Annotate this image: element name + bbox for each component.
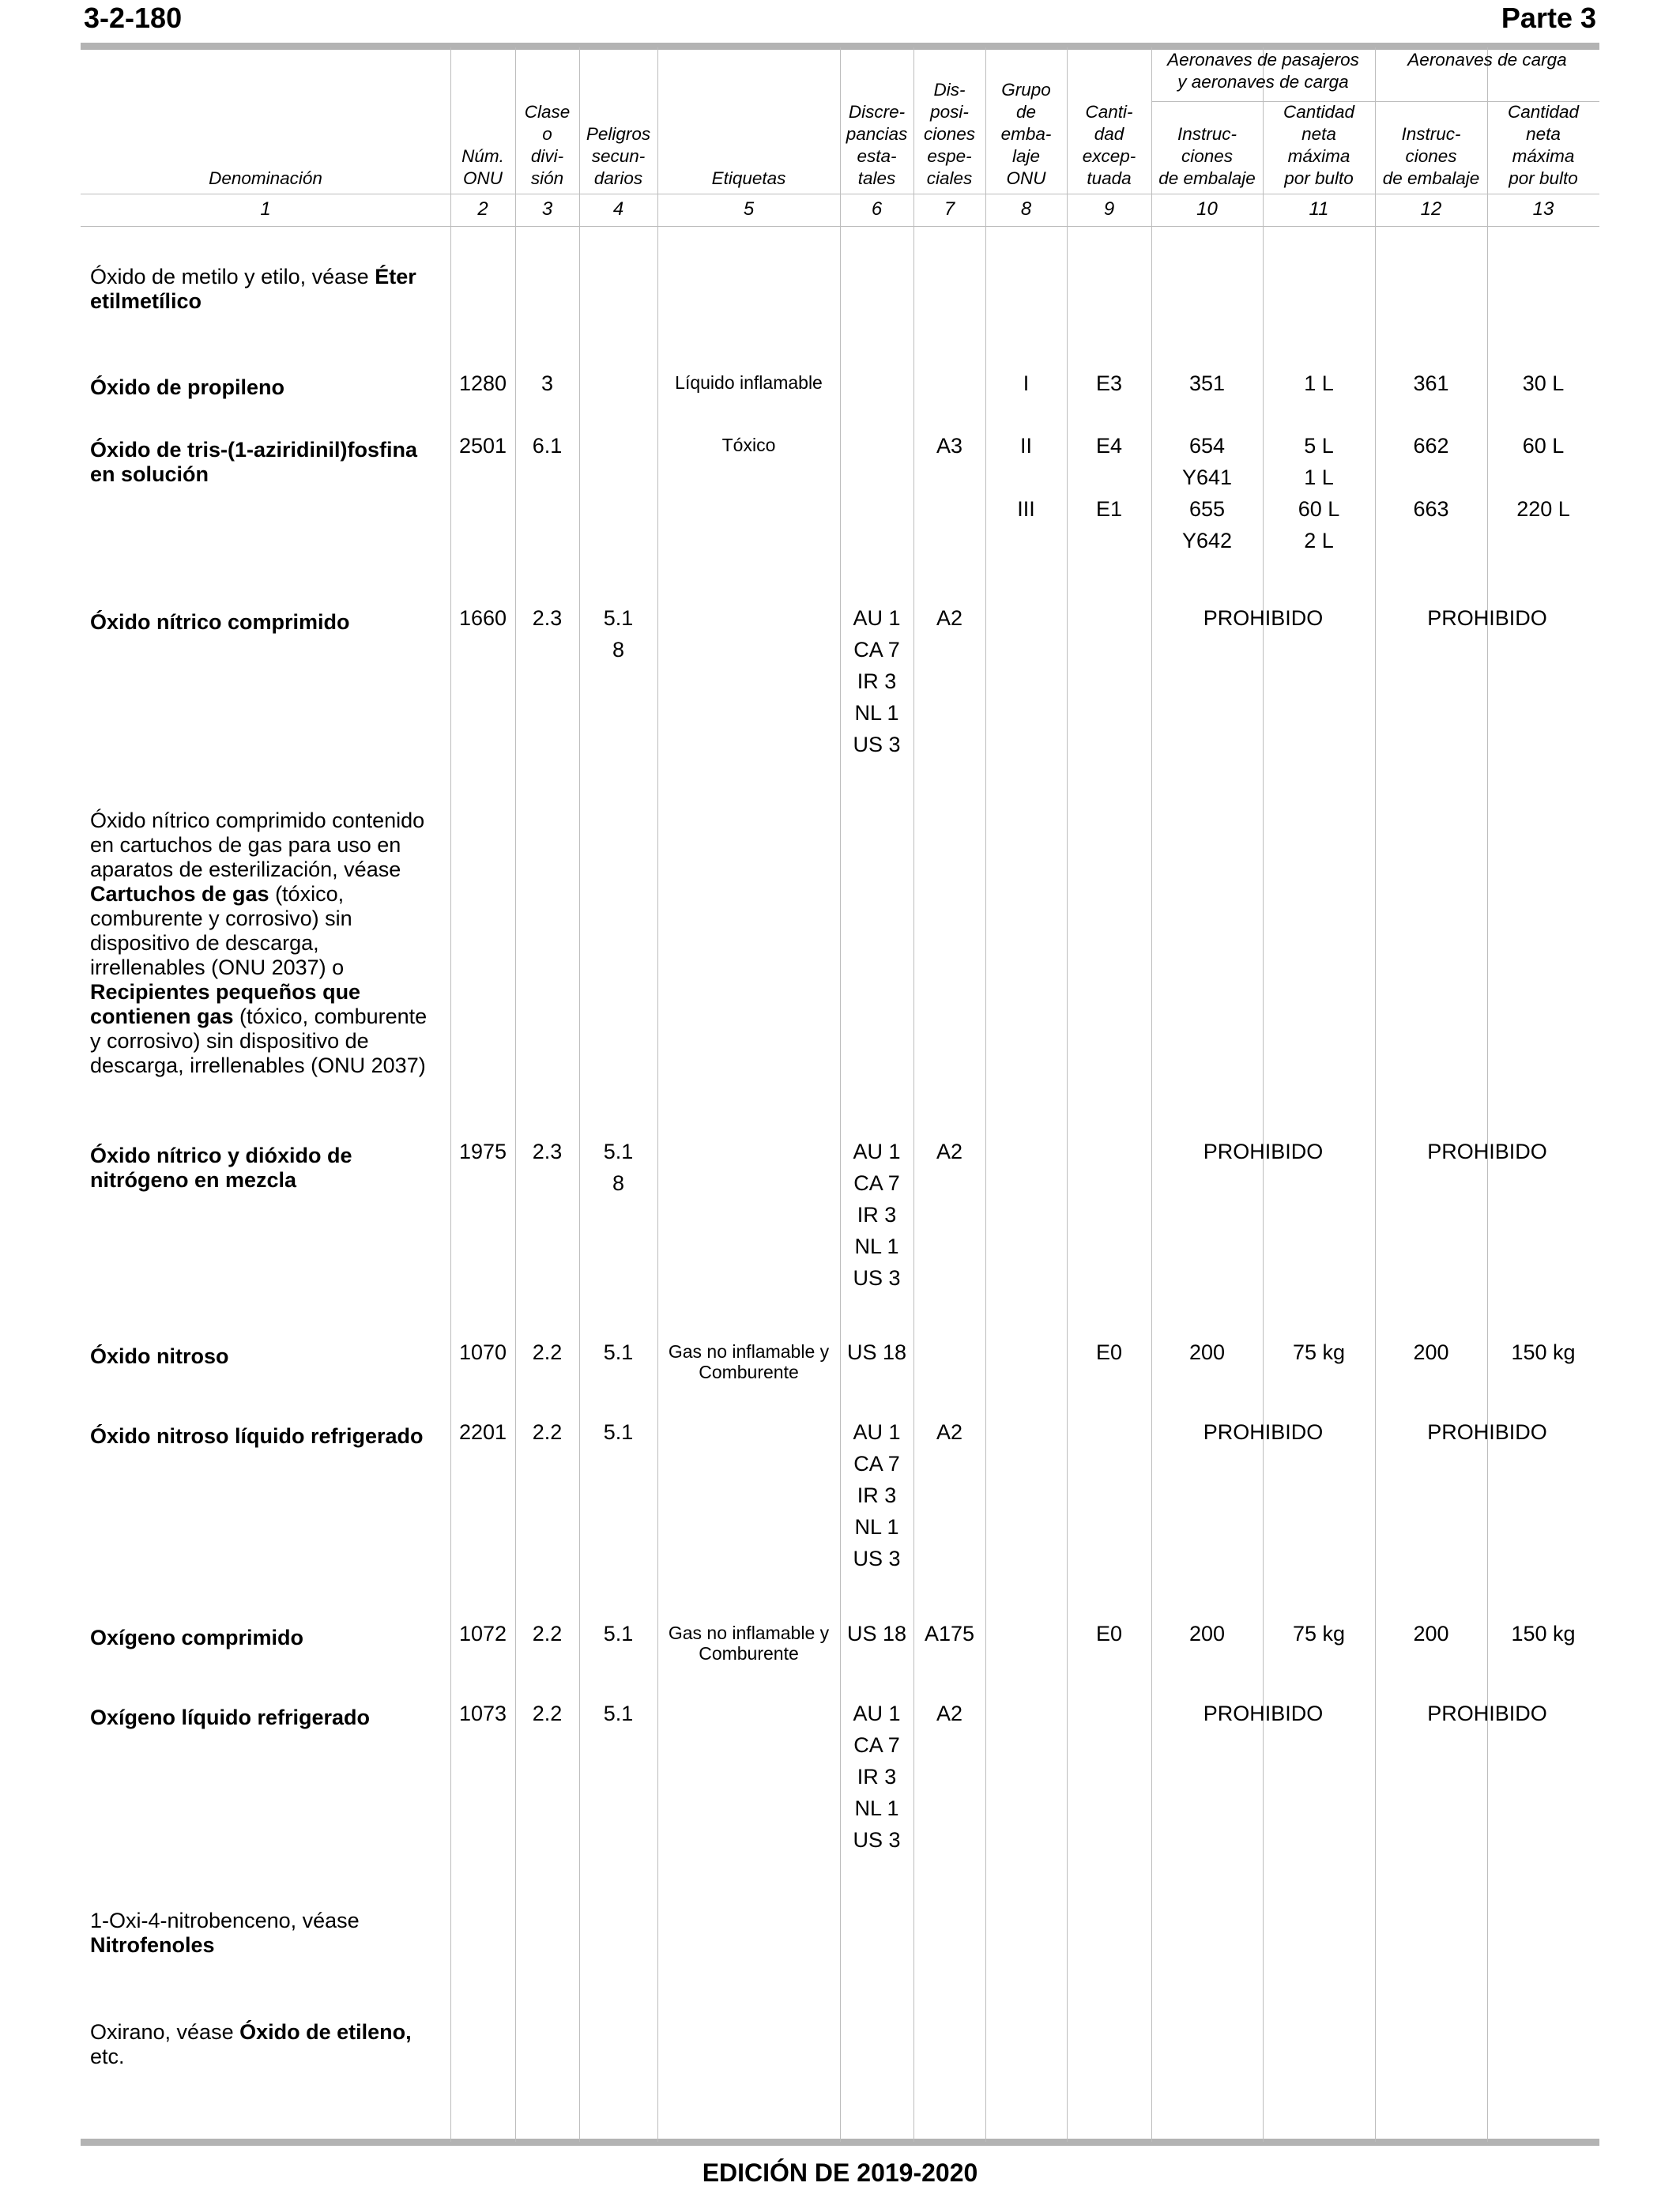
cell-sec: 5.1 8 — [603, 606, 634, 662]
cell-p_inst: 200 — [1188, 1340, 1226, 1364]
substance-name: Oxígeno líquido refrigerado — [90, 1706, 371, 1729]
column-number: 3 — [541, 198, 553, 220]
cell-c_inst: 200 — [1413, 1622, 1449, 1646]
cell-disp: A3 — [936, 434, 963, 458]
column-number: 2 — [477, 198, 488, 220]
edition-footer: EDICIÓN DE 2019-2020 — [702, 2158, 978, 2187]
column-number: 10 — [1196, 198, 1218, 220]
cell-clase: 3 — [541, 371, 554, 395]
cell-exc: E0 — [1095, 1622, 1123, 1646]
header-c10: Instruc- ciones de embalaje — [1158, 124, 1256, 188]
header-c4: Peligros secun- darios — [586, 124, 651, 188]
substance-name: Óxido de metilo y etilo, véase Éter etilmetílico — [90, 265, 416, 313]
cell-etiquetas: Líquido inflamable — [675, 372, 823, 393]
cell-c_cant: 30 L — [1522, 371, 1565, 395]
part-label: Parte 3 — [1501, 2, 1596, 34]
cell-clase: 6.1 — [532, 434, 563, 458]
cell-etiquetas: Gas no inflamable y Comburente — [668, 1623, 830, 1664]
substance-name: Óxido de propileno — [90, 375, 285, 399]
cell-sec: 5.1 — [603, 1702, 634, 1725]
substance-name: Oxígeno comprimido — [90, 1626, 304, 1649]
cell-prohibido-carga: PROHIBIDO — [1427, 606, 1547, 630]
header-c11: Cantidad neta máxima por bulto — [1283, 102, 1355, 188]
cell-prohibido-carga: PROHIBIDO — [1427, 1140, 1547, 1163]
cell-disp: A175 — [924, 1622, 975, 1646]
cell-grupo: I — [1023, 371, 1030, 395]
column-number: 12 — [1420, 198, 1442, 220]
cell-c_cant: 150 kg — [1511, 1340, 1576, 1364]
cell-onu: 1073 — [458, 1702, 507, 1725]
page-number: 3-2-180 — [84, 2, 183, 34]
cell-p_cant: 5 L 1 L 60 L 2 L — [1298, 434, 1340, 552]
substance-name: Óxido nitroso líquido refrigerado — [90, 1424, 424, 1448]
cell-c_cant: 60 L 220 L — [1516, 434, 1570, 521]
header-c8: Grupo de emba- laje ONU — [1000, 80, 1052, 188]
header-c2: Núm. ONU — [461, 146, 504, 188]
cell-discr: AU 1 CA 7 IR 3 NL 1 US 3 — [853, 1420, 901, 1570]
cell-disp: A2 — [936, 1702, 963, 1725]
cell-onu: 1660 — [458, 606, 507, 630]
cell-clase: 2.3 — [532, 1140, 563, 1163]
cell-sec: 5.1 — [603, 1340, 634, 1364]
cell-exc: E4 E1 — [1095, 434, 1123, 521]
header-c5: Etiquetas — [711, 168, 786, 188]
cell-prohibido-pasajeros: PROHIBIDO — [1203, 1140, 1324, 1163]
column-number: 7 — [944, 198, 955, 220]
header-c13: Cantidad neta máxima por bulto — [1507, 102, 1580, 188]
cell-prohibido-pasajeros: PROHIBIDO — [1203, 606, 1324, 630]
cell-sec: 5.1 — [603, 1622, 634, 1646]
cell-onu: 2501 — [458, 434, 507, 458]
column-number: 13 — [1532, 198, 1554, 220]
cell-p_cant: 1 L — [1304, 371, 1334, 395]
cell-clase: 2.3 — [532, 606, 563, 630]
cell-disp: A2 — [936, 1140, 963, 1163]
header-c12: Instruc- ciones de embalaje — [1382, 124, 1480, 188]
cell-onu: 1280 — [458, 371, 507, 395]
header-group-passenger: Aeronaves de pasajeros y aeronaves de carga — [1167, 50, 1359, 92]
cell-discr: US 18 — [846, 1622, 907, 1646]
cell-p_inst: 200 — [1188, 1622, 1226, 1646]
cell-onu: 1975 — [458, 1140, 507, 1163]
substance-name: Óxido de tris-(1-aziridinil)fosfina en solución — [90, 438, 418, 486]
column-number: 11 — [1309, 198, 1329, 220]
header-c6: Discre- pancias esta- tales — [846, 102, 908, 188]
column-number: 5 — [743, 198, 755, 220]
substance-name: Oxirano, véase Óxido de etileno, etc. — [90, 2020, 412, 2068]
substance-name: Óxido nítrico comprimido — [90, 610, 350, 634]
cell-c_inst: 200 — [1413, 1340, 1449, 1364]
column-number: 6 — [871, 198, 883, 220]
substance-name: Óxido nitroso — [90, 1344, 229, 1368]
cell-discr: AU 1 CA 7 IR 3 NL 1 US 3 — [853, 606, 901, 756]
cell-onu: 1070 — [458, 1340, 507, 1364]
substance-name: Óxido nítrico y dióxido de nitrógeno en mezcla — [90, 1144, 352, 1192]
cell-c_inst: 361 — [1413, 371, 1449, 395]
column-number: 9 — [1103, 198, 1115, 220]
cell-disp: A2 — [936, 1420, 963, 1444]
cell-etiquetas: Gas no inflamable y Comburente — [668, 1341, 830, 1382]
cell-sec: 5.1 — [603, 1420, 634, 1444]
cell-clase: 2.2 — [532, 1702, 563, 1725]
cell-onu: 1072 — [458, 1622, 507, 1646]
cell-p_inst: 351 — [1188, 371, 1226, 395]
cell-discr: AU 1 CA 7 IR 3 NL 1 US 3 — [853, 1702, 901, 1852]
cell-prohibido-pasajeros: PROHIBIDO — [1203, 1702, 1324, 1725]
cell-exc: E3 — [1095, 371, 1123, 395]
cell-c_cant: 150 kg — [1511, 1622, 1576, 1646]
column-number: 8 — [1020, 198, 1032, 220]
header-c1: Denominación — [209, 168, 322, 188]
cell-clase: 2.2 — [532, 1420, 563, 1444]
cell-exc: E0 — [1095, 1340, 1123, 1364]
cell-etiquetas: Tóxico — [721, 435, 776, 455]
substance-name: 1-Oxi-4-nitrobenceno, véase Nitrofenoles — [90, 1909, 360, 1957]
header-group-cargo: Aeronaves de carga — [1407, 50, 1567, 70]
cell-p_cant: 75 kg — [1292, 1340, 1346, 1364]
column-number: 4 — [612, 198, 624, 220]
cell-clase: 2.2 — [532, 1622, 563, 1646]
cell-grupo: II III — [1017, 434, 1035, 521]
cell-clase: 2.2 — [532, 1340, 563, 1364]
cell-onu: 2201 — [458, 1420, 507, 1444]
cell-c_inst: 662 663 — [1413, 434, 1449, 521]
cell-sec: 5.1 8 — [603, 1140, 634, 1195]
cell-p_cant: 75 kg — [1292, 1622, 1346, 1646]
cell-disp: A2 — [936, 606, 963, 630]
cell-p_inst: 654 Y641 655 Y642 — [1181, 434, 1233, 552]
cell-prohibido-pasajeros: PROHIBIDO — [1203, 1420, 1324, 1444]
cell-prohibido-carga: PROHIBIDO — [1427, 1702, 1547, 1725]
cell-discr: US 18 — [846, 1340, 907, 1364]
cell-prohibido-carga: PROHIBIDO — [1427, 1420, 1547, 1444]
column-number: 1 — [260, 198, 271, 220]
header-c7: Dis- posi- ciones espe- ciales — [923, 80, 976, 188]
cell-discr: AU 1 CA 7 IR 3 NL 1 US 3 — [853, 1140, 901, 1290]
substance-name: Óxido nítrico comprimido contenido en cartuchos de gas para uso en aparatos de esterilización, véase Cartuchos de gas (tóxico, comburente y corrosivo) sin dispositivo de descarga, irrellenables (ONU 2037) o Recipientes pequeños que contienen gas (tóxico, comburente y corrosivo) sin dispositivo de descarga, irrellenables (ONU 2037) — [90, 809, 428, 1077]
header-c3: Clase o divi- sión — [524, 102, 571, 188]
header-c9: Canti- dad excep- tuada — [1082, 102, 1136, 188]
